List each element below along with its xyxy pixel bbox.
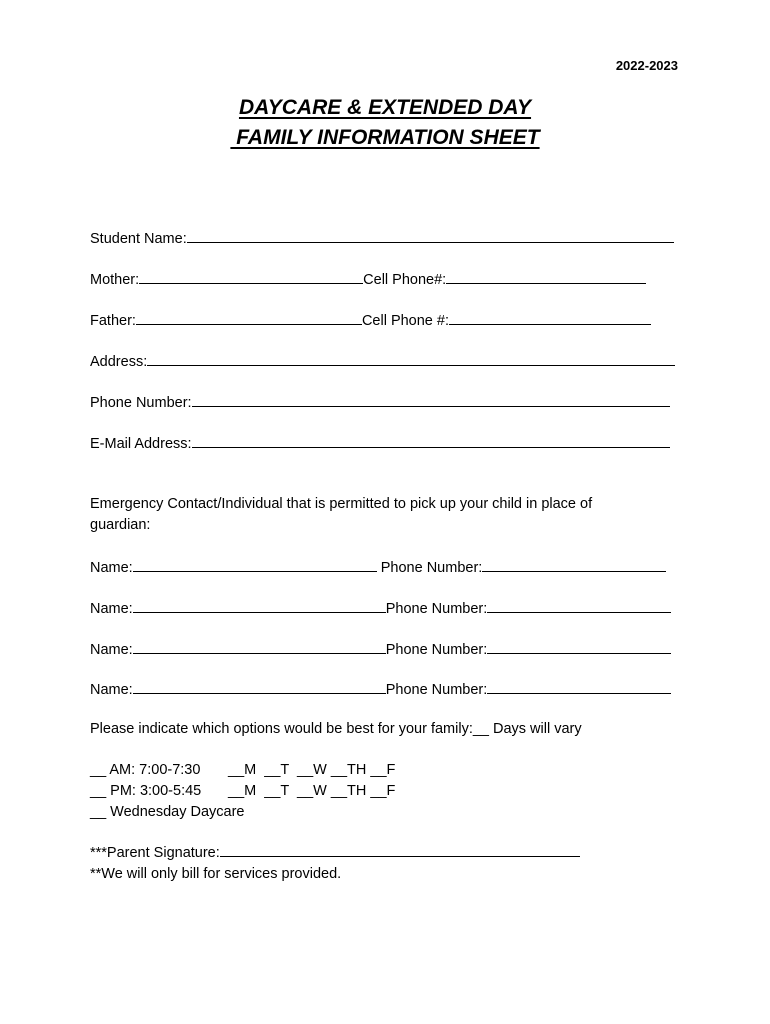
title-line-1: DAYCARE & EXTENDED DAY	[238, 96, 532, 119]
mother-cell-field[interactable]	[446, 269, 646, 284]
signature-block	[90, 842, 580, 885]
title-line-2: FAMILY INFORMATION SHEET	[230, 126, 540, 149]
contact-phone-label: Phone Number:	[385, 682, 488, 698]
father-name-field[interactable]	[136, 310, 362, 325]
mother-name-field[interactable]	[139, 269, 363, 284]
wednesday-option[interactable]: __ Wednesday Daycare	[90, 804, 245, 820]
mother-cell-label: Cell Phone#:	[363, 272, 447, 288]
emergency-contact-row	[90, 598, 671, 618]
student-name-row	[90, 228, 674, 248]
schedule-options	[90, 760, 395, 823]
emergency-contact-row	[90, 639, 671, 659]
contact-name-field[interactable]	[133, 679, 386, 694]
contact-name-field[interactable]	[133, 639, 386, 654]
wednesday-option-row	[90, 802, 395, 823]
email-field[interactable]	[192, 433, 670, 448]
contact-phone-label: Phone Number:	[380, 560, 483, 576]
contact-name-field[interactable]	[133, 557, 377, 572]
email-label: E-Mail Address:	[90, 436, 192, 452]
contact-phone-field[interactable]	[487, 598, 671, 613]
contact-name-label: Name:	[90, 560, 133, 576]
signature-field[interactable]	[220, 842, 580, 857]
phone-field[interactable]	[192, 392, 670, 407]
billing-note: **We will only bill for services provided.	[90, 866, 342, 882]
contact-phone-label: Phone Number:	[385, 642, 488, 658]
student-name-label: Student Name:	[90, 231, 187, 247]
mother-row	[90, 269, 646, 289]
signature-label: ***Parent Signature:	[90, 845, 220, 861]
contact-name-label: Name:	[90, 601, 133, 617]
am-days[interactable]: __M __T __W __TH __F	[228, 762, 396, 778]
school-year: 2022-2023	[615, 58, 678, 73]
contact-phone-field[interactable]	[487, 639, 671, 654]
pm-option-row	[90, 781, 395, 802]
contact-phone-field[interactable]	[487, 679, 671, 694]
address-field[interactable]	[147, 351, 675, 366]
father-row	[90, 310, 651, 330]
am-option-row	[90, 760, 395, 781]
phone-label: Phone Number:	[90, 395, 192, 411]
father-cell-label: Cell Phone #:	[361, 313, 449, 329]
pm-option[interactable]: __ PM: 3:00-5:45	[90, 783, 202, 799]
am-option[interactable]: __ AM: 7:00-7:30	[90, 762, 201, 778]
address-row	[90, 351, 675, 371]
contact-phone-label: Phone Number:	[385, 601, 488, 617]
emergency-contact-row	[90, 679, 671, 699]
father-cell-field[interactable]	[449, 310, 651, 325]
contact-name-label: Name:	[90, 642, 133, 658]
father-label: Father:	[90, 313, 136, 329]
email-row	[90, 433, 670, 453]
contact-name-label: Name:	[90, 682, 133, 698]
address-label: Address:	[90, 354, 148, 370]
contact-phone-field[interactable]	[482, 557, 666, 572]
signature-row	[90, 842, 580, 864]
pm-days[interactable]: __M __T __W __TH __F	[228, 783, 396, 799]
student-name-field[interactable]	[187, 228, 674, 243]
mother-label: Mother:	[90, 272, 140, 288]
emergency-contact-row	[90, 557, 666, 577]
contact-name-field[interactable]	[133, 598, 386, 613]
phone-row	[90, 392, 670, 412]
emergency-intro: Emergency Contact/Individual that is permitted to pick up your child in place of guardian:	[90, 496, 593, 533]
options-prompt: Please indicate which options would be best for your family:__ Days will vary	[90, 721, 582, 737]
